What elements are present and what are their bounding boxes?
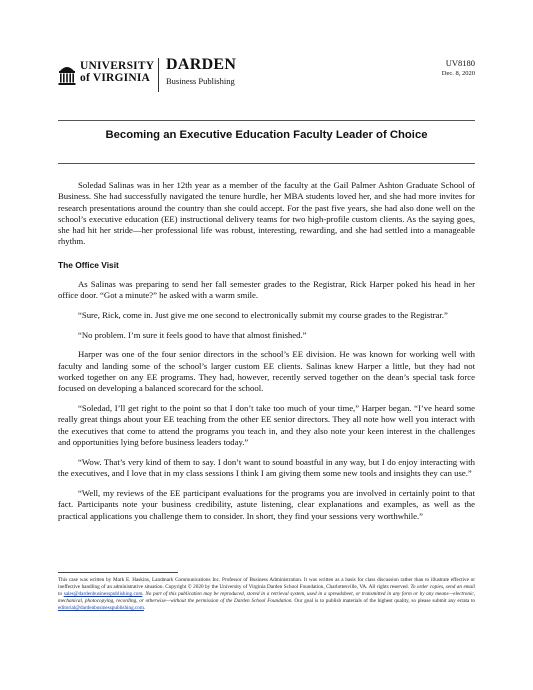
intro-paragraph: Soledad Salinas was in her 12th year as a member of the faculty at the Gail Palmer Ashton Graduate School of Business. She had successfully navigated the tenure hurdle, her MBA students loved her, and she had more invites for research presentations around the country than she could accept. For the past five years, she had also done well on the school’s executive education (EE) instructional delivery teams for two high-profile custom clients. As the saying goes, she had hit her stride—her professional life was robust, interesting, rewarding, and she had settled into a manageable rhythm. (58, 180, 475, 247)
body-paragraph: As Salinas was preparing to send her fall semester grades to the Registrar, Rick Harper poked his head in her office door. “Got a minute?” he asked with a warm smile. (58, 278, 475, 301)
page-header (58, 56, 475, 96)
footnote-order-text: To order copies, send an email to (58, 584, 475, 597)
darden-name: DARDEN (166, 56, 237, 73)
section-heading: The Office Visit (58, 259, 119, 270)
rotunda-icon (58, 62, 76, 86)
body-paragraph: “No problem. I’m sure it feels good to have that almost finished.” (78, 329, 307, 340)
case-id: UV8180 (445, 58, 475, 68)
editorial-email-link[interactable]: editorial@dardenbusinesspublishing.com (58, 605, 144, 611)
footnote-rights-text: . No part of this publication may be reproduced, stored in a retrieval system, used in a spreadsheet, or transmitted in any form or by any means—electronic, mechanical, photocopying, recording, or otherwise—without the permission of the Darden School Foundation. (58, 591, 475, 604)
uva-wordmark (80, 60, 154, 84)
case-title: Becoming an Executive Education Faculty Leader of Choice (105, 129, 428, 141)
sales-email-link[interactable]: sales@dardenbusinesspublishing.com (63, 591, 143, 597)
footnote-end: . (143, 605, 146, 611)
body-paragraph: “Soledad, I’ll get right to the point so that I don’t take too much of your time,” Harper began. “I’ve heard some really great things about your EE teaching from the other EE senior directors. They all note how well you interact with the executives that come to attend the programs you teach in, and they also note your keen interest in the challenges and opportunities lying before business leaders today.” (58, 403, 475, 448)
title-rule-top (58, 120, 475, 121)
darden-logo (166, 56, 236, 87)
uva-line1: UNIVERSITY (80, 60, 155, 72)
case-meta (442, 58, 475, 78)
case-body (58, 180, 475, 530)
title-rule-bottom (58, 163, 475, 164)
darden-subtitle: Business Publishing (166, 76, 235, 86)
footnote-rule (58, 572, 178, 573)
uva-logo (58, 60, 154, 90)
logo-divider (158, 58, 159, 92)
body-paragraph: Harper was one of the four senior directors in the school’s EE division. He was known for working well with faculty and landing some of the school’s larger custom EE clients. Salinas knew Harper a little, but they had not worked together on any EE programs. They had, however, recently served together on the dean’s special task force focused on developing a balanced scorecard for the school. (58, 349, 475, 394)
footnote-errata-text: Our goal is to publish materials of the highest quality, so please submit any errata to (292, 598, 475, 604)
uva-line2: of VIRGINIA (80, 72, 151, 84)
case-date: Dec. 8, 2020 (441, 70, 475, 77)
body-paragraph: “Wow. That’s very kind of them to say. I don’t want to sound boastful in any way, but I do enjoy interacting with the executives, and I love that in my class sessions I think I am giving them some new tools and insights they can use.” (58, 456, 475, 479)
body-paragraph: “Well, my reviews of the EE participant evaluations for the programs you are involved in certainly point to that fact. Participants note your business credibility, astute listening, clear explanations and examples, as well as the practical applications you challenge them to consider. In short, they find your sessions very worthwhile.” (58, 487, 475, 521)
copyright-footnote (58, 577, 475, 612)
body-paragraph: “Sure, Rick, come in. Just give me one second to electronically submit my course grades to the Registrar.” (78, 309, 448, 320)
footnote-text: This case was written by Mark E. Haskins, Landmark Communications Inc. Professor of Business Administration. It was written as a basis for class discussion rather than to illustrate effective or ineffective handling of an administrative situation. Copyright © 2020 by the University of Virginia Darden School Foundation, Charlottesville, VA. All rights reserved. (58, 577, 475, 590)
